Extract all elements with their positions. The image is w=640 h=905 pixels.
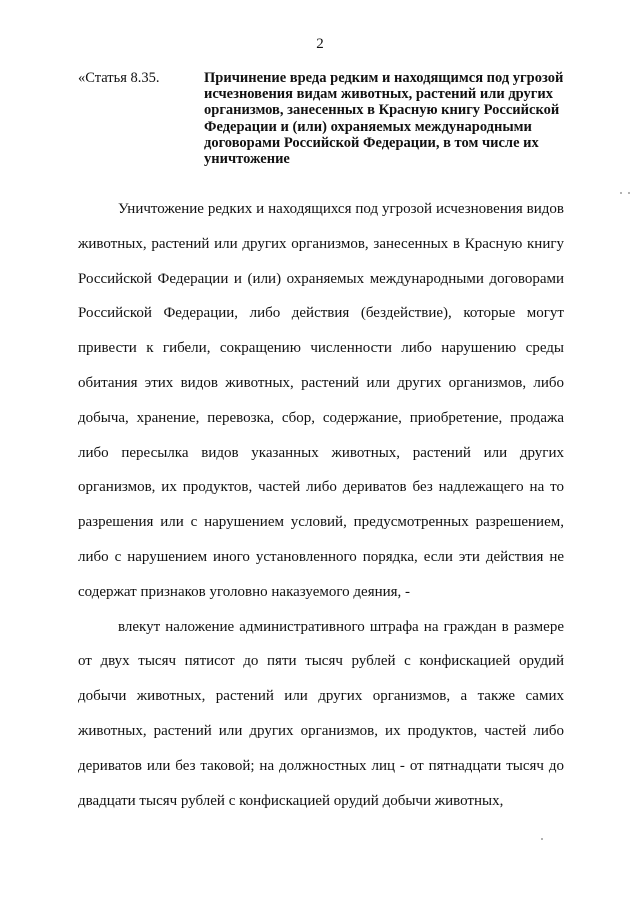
paragraph-offense: Уничтожение редких и находящихся под угрозой исчезновения видов животных, растений или других организмов, занесенных в Красную книгу Российской Федерации и (или) охраняемых международными договорами Российской Федерации, либо действия (бездействие), которые могут привести к гибели, сокращению численности либо нарушению среды обитания этих видов животных, растений или других организмов, либо добыча, хранение, перевозка, сбор, содержание, приобретение, продажа либо пересылка видов указанных животных, растений или других организмов, их продуктов, частей либо дериватов без надлежащего на то разрешения или с нарушением условий, предусмотренных разрешением, либо с нарушением иного установленного порядка, если эти действия не содержат признаков уголовно наказуемого деяния, - (78, 201, 564, 600)
paragraph-penalty: влекут наложение административного штрафа на граждан в размере от двух тысяч пятисот до пяти тысяч рублей с конфискацией орудий добычи животных, растений или других организмов, а также самих животных, растений или других организмов, их продуктов, частей либо дериватов или без таковой; на должностных лиц - от пятнадцати тысяч до двадцати тысяч рублей с конфискацией орудий добычи животных, (78, 618, 564, 809)
article-label: «Статья 8.35. (78, 70, 160, 86)
scan-speck (620, 192, 622, 194)
article-title: Причинение вреда редким и находящимся под угрозой исчезновения видам животных, растений или других организмов, занесенных в Красную книгу Российской Федерации и (или) охраняемых международными договорами Российской Федерации, в том числе их уничтожение (204, 70, 564, 168)
page-number: 2 (316, 36, 324, 52)
article-heading (78, 70, 578, 167)
article-body (78, 192, 564, 818)
scan-speck (541, 838, 543, 840)
scan-speck (628, 192, 630, 194)
